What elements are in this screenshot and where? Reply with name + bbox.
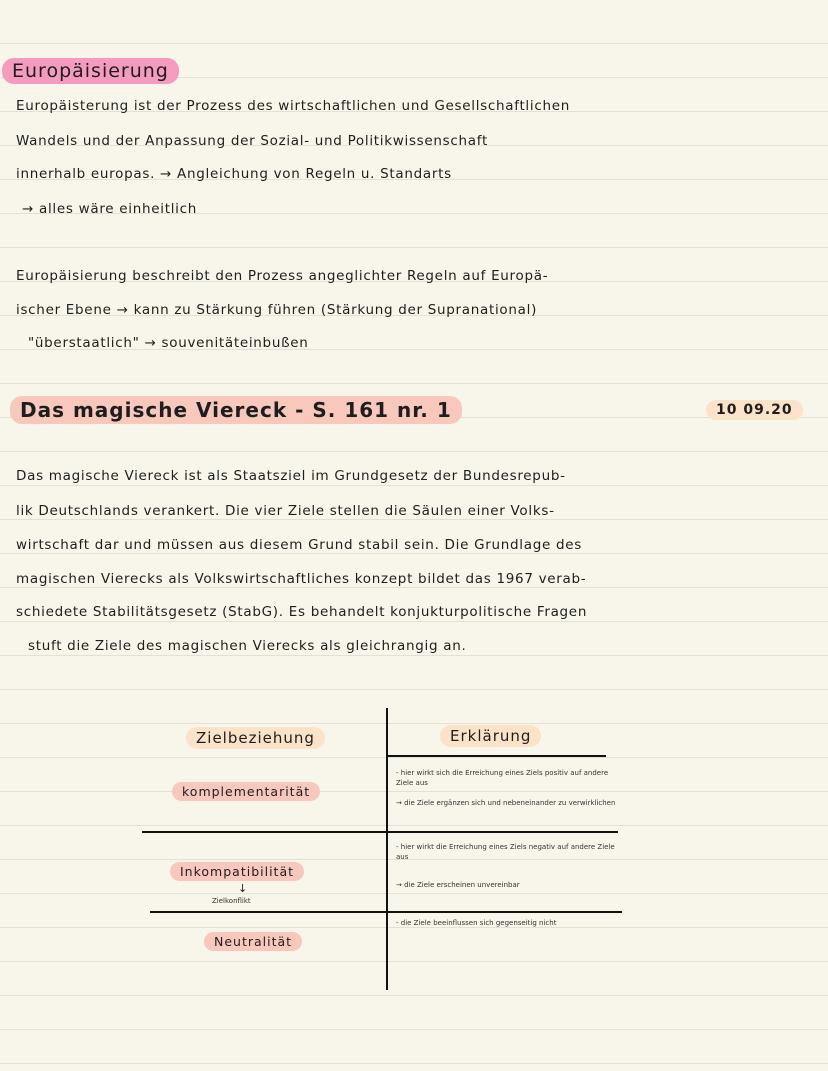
table-row-divider <box>142 831 618 833</box>
term-inkompatibilitaet: Inkompatibilität <box>170 862 304 881</box>
note-text: - die Ziele beeinflussen sich gegenseitig nicht <box>396 919 557 927</box>
text-line: → alles wäre einheitlich <box>22 201 197 217</box>
date-label: 10 09.20 <box>706 400 803 420</box>
text-line: lik Deutschlands verankert. Die vier Ziele stellen die Säulen einer Volks- <box>16 503 555 519</box>
term-komplementaritaet: komplementarität <box>172 782 320 801</box>
heading-magisches-viereck: Das magische Viereck - S. 161 nr. 1 <box>10 396 462 424</box>
text-line: Das magische Viereck ist als Staatsziel im Grundgesetz der Bundesrepub- <box>16 468 566 484</box>
note-text: → die Ziele ergänzen sich und nebeneinander zu verwirklichen <box>396 799 616 807</box>
table-vertical-divider <box>386 708 388 990</box>
heading-europaeisierung: Europäisierung <box>2 58 179 84</box>
table-row-divider <box>150 911 622 913</box>
note-text: - hier wirkt die Erreichung eines Ziels negativ auf andere Ziele aus <box>396 843 615 861</box>
table-header-zielbeziehung: Zielbeziehung <box>186 727 325 749</box>
table-header-underline <box>388 755 606 757</box>
text-line: stuft die Ziele des magischen Vierecks als gleichrangig an. <box>28 638 467 654</box>
text-line: ischer Ebene → kann zu Stärkung führen (Stärkung der Supranational) <box>16 302 538 318</box>
text-line: "überstaatlich" → souvenitäteinbußen <box>28 335 309 351</box>
text-line: innerhalb europas. → Angleichung von Regeln u. Standarts <box>16 166 452 182</box>
text-line: Europäisterung ist der Prozess des wirtschaftlichen und Gesellschaftlichen <box>16 98 570 114</box>
text-line: magischen Vierecks als Volkswirtschaftliches konzept bildet das 1967 verab- <box>16 571 587 587</box>
sub-label-zielkonflikt: Zielkonflikt <box>212 897 251 905</box>
text-line: schiedete Stabilitätsgesetz (StabG). Es behandelt konjukturpolitische Fragen <box>16 604 588 620</box>
text-line: wirtschaft dar und müssen aus diesem Grund stabil sein. Die Grundlage des <box>16 537 582 553</box>
term-neutralitaet: Neutralität <box>204 932 302 951</box>
table-header-erklaerung: Erklärung <box>440 725 541 747</box>
text-line: Wandels und der Anpassung der Sozial- und Politikwissenschaft <box>16 133 488 149</box>
note-text: → die Ziele erscheinen unvereinbar <box>396 881 520 889</box>
note-text: - hier wirkt sich die Erreichung eines Ziels positiv auf andere Ziele aus <box>396 769 609 787</box>
arrow-down-icon: ↓ <box>238 882 248 895</box>
text-line: Europäisierung beschreibt den Prozess angeglichter Regeln auf Europä- <box>16 268 549 284</box>
